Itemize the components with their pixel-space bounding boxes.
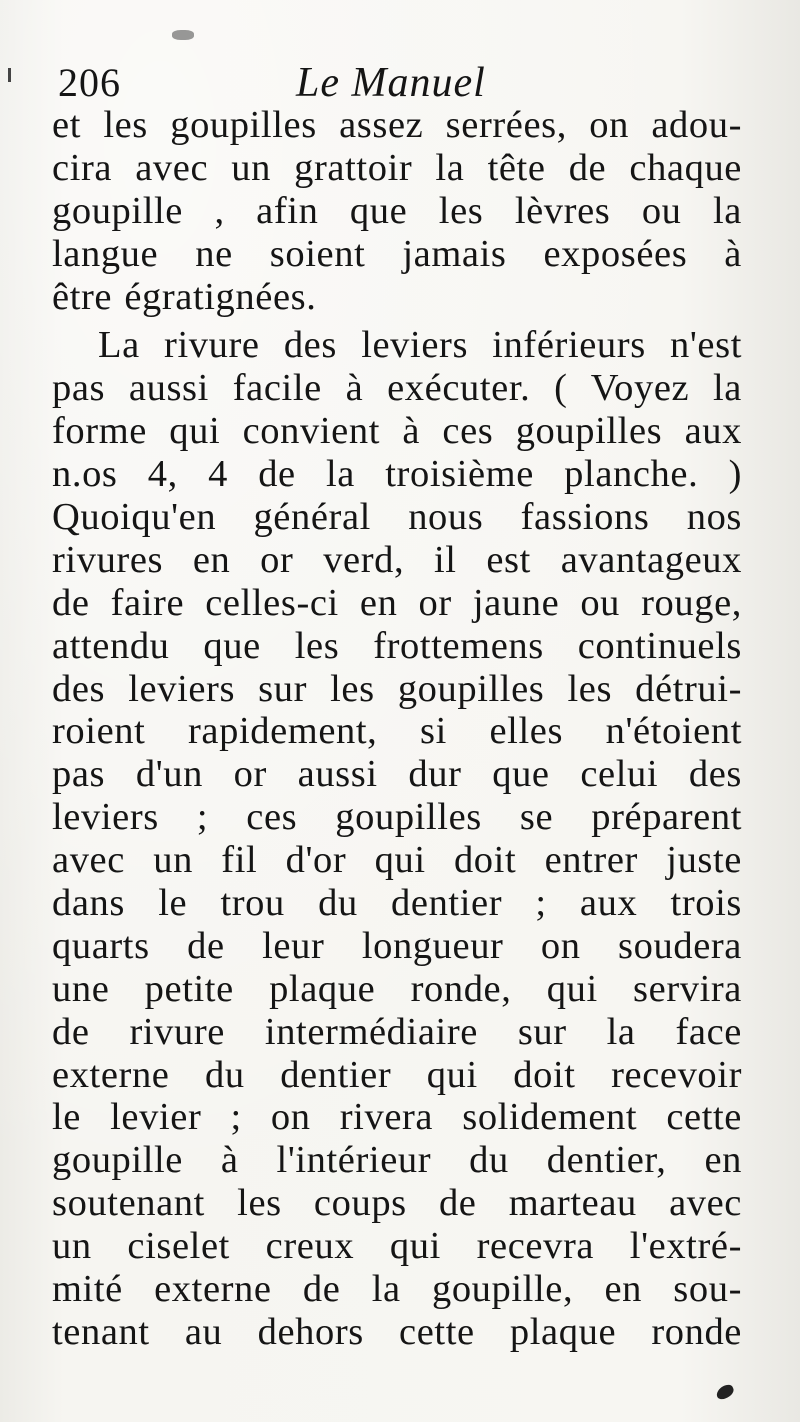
body-text	[52, 104, 742, 1354]
text-line: La rivure des leviers inférieurs n'est	[98, 324, 742, 367]
ink-blot	[714, 1383, 735, 1401]
text-line: cira avec un grattoir la tête de chaque	[52, 146, 742, 189]
text-line: langue ne soient jamais exposées à	[52, 232, 742, 275]
running-head	[58, 58, 738, 108]
text-line: Quoiqu'en général nous fassions nos	[52, 496, 742, 539]
running-title: Le Manuel	[296, 60, 486, 106]
text-line: de rivure intermédiaire sur la face	[52, 1010, 742, 1053]
text-line: pas d'un or aussi dur que celui des	[52, 753, 742, 796]
text-line: avec un fil d'or qui doit entrer juste	[52, 839, 742, 882]
text-line: et les goupilles assez serrées, on adou-	[52, 104, 742, 146]
text-line: tenant au dehors cette plaque ronde	[52, 1310, 742, 1353]
text-line: pas aussi facile à exécuter. ( Voyez la	[52, 367, 742, 410]
margin-mark	[8, 68, 11, 82]
text-line: soutenant les coups de marteau avec	[52, 1182, 742, 1225]
text-line: quarts de leur longueur on soudera	[52, 924, 742, 967]
page-number: 206	[58, 60, 121, 105]
text-line: une petite plaque ronde, qui servira	[52, 967, 742, 1010]
text-line: de faire celles-ci en or jaune ou rouge,	[52, 581, 742, 624]
text-line: des leviers sur les goupilles les détrui-	[52, 667, 742, 710]
text-line: leviers ; ces goupilles se préparent	[52, 796, 742, 839]
text-line: forme qui convient à ces goupilles aux	[52, 410, 742, 453]
text-line: goupille à l'intérieur du dentier, en	[52, 1139, 742, 1182]
text-line: le levier ; on rivera solidement cette	[52, 1096, 742, 1139]
text-line: mité externe de la goupille, en sou-	[52, 1268, 742, 1311]
text-line: être égratignées.	[52, 275, 317, 318]
text-line: externe du dentier qui doit recevoir	[52, 1053, 742, 1096]
text-line: roient rapidement, si elles n'étoient	[52, 710, 742, 753]
text-line: rivures en or verd, il est avantageux	[52, 538, 742, 581]
ink-smudge	[172, 30, 194, 40]
text-line: dans le trou du dentier ; aux trois	[52, 882, 742, 925]
paragraph	[52, 324, 742, 1353]
text-line: n.os 4, 4 de la troisième planche. )	[52, 453, 742, 496]
text-line: un ciselet creux qui recevra l'extré-	[52, 1225, 742, 1268]
text-line: attendu que les frottemens continuels	[52, 624, 742, 667]
text-line: goupille , afin que les lèvres ou la	[52, 189, 742, 232]
paragraph	[52, 104, 742, 318]
